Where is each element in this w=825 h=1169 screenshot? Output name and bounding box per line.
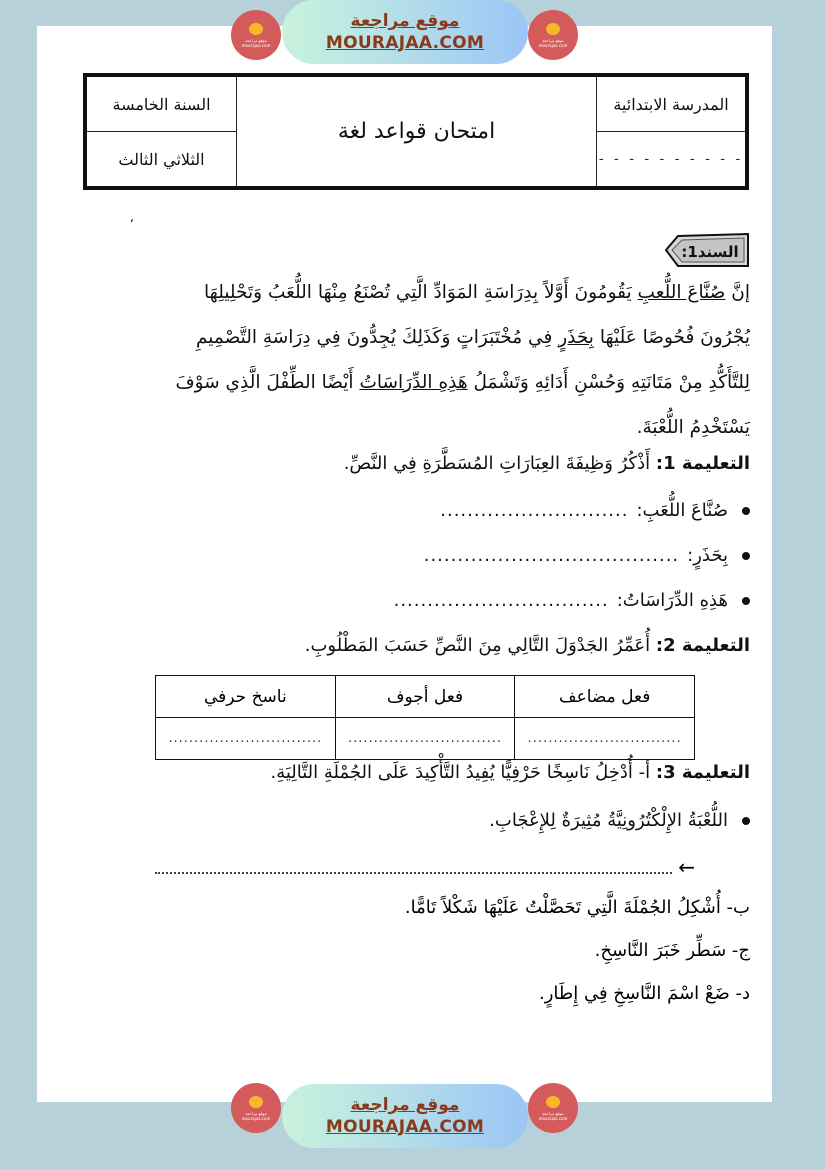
instruction-1-label: التعليمة 1: — [655, 453, 750, 474]
passage-line-4: يَسْتَخْدِمُ اللُّعْبَةَ. — [636, 417, 750, 438]
bullet-icon — [742, 817, 750, 825]
underlined-phrase-1: صُنَّاعَ اللُّعبِ — [637, 282, 726, 303]
seal-text: موقع مراجعة mourajaa.com — [241, 37, 271, 48]
instruction-3-part-c: ج- سَطِّر خَبَرَ النَّاسِخِ. — [594, 940, 750, 961]
passage-line-2: يُجْرُونَ فُحُوصًا عَلَيْهَا بِحَذَرٍ فِي مُخْتَبَرَاتٍ وَكَذَلِكَ يُجِدُّونَ فِي دِرَاسَةِ التَّصْمِيمِ — [195, 327, 750, 348]
bullet-icon — [742, 597, 750, 605]
table-header-cell: ناسخ حرفي — [156, 676, 336, 718]
bottom-banner — [0, 1080, 825, 1150]
site-seal-right — [528, 10, 578, 60]
instruction-1-item-1 — [440, 500, 750, 521]
exam-header — [83, 73, 749, 190]
passage-line-1: إنَّ صُنَّاعَ اللُّعبِ يَقُومُونَ أَوَّلاً بِدِرَاسَةِ المَوَادِّ الَّتِي تُصْنَعُ مِنْهَا اللُّعَبُ وَتَحْلِيلِهَا — [204, 282, 750, 303]
instruction-3-part-d: د- ضَعْ اسْمَ النَّاسِخِ فِي إِطَارٍ. — [539, 983, 750, 1004]
site-seal-left — [231, 1083, 281, 1133]
school-label: المدرسة الابتدائية — [597, 77, 745, 132]
site-name-english[interactable]: MOURAJAA.COM — [325, 1117, 485, 1137]
instruction-2 — [305, 635, 750, 656]
instruction-3-sentence — [489, 810, 750, 831]
header-title-column — [237, 77, 597, 186]
table-answer-cell[interactable]: .............................. — [156, 718, 336, 760]
passage-text — [130, 270, 750, 450]
table-row — [156, 718, 695, 760]
arrow-left-icon: ← — [678, 855, 695, 879]
seal-text: موقع مراجعة mourajaa.com — [538, 1110, 568, 1121]
table-answer-cell[interactable]: .............................. — [335, 718, 515, 760]
sentence-text: اللُّعْبَةُ الإِلْكْتُرُونِيَّةُ مُثِيرَةٌ لِلإِعْجَابِ. — [489, 810, 728, 831]
header-left-column — [87, 77, 237, 186]
seal-text: موقع مراجعة mourajaa.com — [241, 1110, 271, 1121]
site-link-pill[interactable] — [282, 0, 528, 64]
instruction-1-text: أَذْكُرُ وَظِيفَةَ العِبَارَاتِ المُسَطَّرَةِ فِي النَّصِّ. — [343, 453, 651, 474]
site-name-arabic[interactable]: موقع مراجعة — [350, 1095, 460, 1115]
site-name-arabic[interactable]: موقع مراجعة — [350, 11, 460, 31]
svg-text:السند1:: السند1: — [681, 243, 739, 261]
bullet-icon — [742, 507, 750, 515]
instruction-2-text: أُعَمِّرُ الجَدْوَلَ التَّالِي مِنَ النَّصِّ حَسَبَ المَطْلُوبِ. — [304, 635, 651, 656]
answer-line[interactable] — [155, 855, 695, 879]
verbs-table — [155, 675, 695, 760]
book-logo-icon — [249, 23, 263, 35]
book-logo-icon — [249, 1096, 263, 1108]
item-term: صُنَّاعَ اللُّعَبِ: — [636, 500, 728, 521]
instruction-1 — [344, 453, 750, 474]
table-answer-cell[interactable]: .............................. — [515, 718, 695, 760]
stray-mark: ʻ — [130, 217, 134, 231]
site-seal-right — [528, 1083, 578, 1133]
exam-title: امتحان قواعد لغة — [337, 119, 496, 144]
instruction-1-item-3 — [394, 590, 750, 611]
table-header-cell: فعل مضاعف — [515, 676, 695, 718]
table-header-row — [156, 676, 695, 718]
passage-line-3: لِلتَّأَكُّدِ مِنْ مَتَانَتِهِ وَحُسْنِ أَدَائِهِ وَتَشْمَلُ هَذِهِ الدِّرَاسَاتُ أَيْضًا الطِّفْلَ الَّذِي سَوْفَ — [175, 372, 750, 393]
dotted-answer-line[interactable] — [155, 860, 672, 874]
instruction-1-item-2 — [424, 545, 750, 566]
header-right-column — [597, 77, 745, 186]
table-header-cell: فعل أجوف — [335, 676, 515, 718]
answer-blank[interactable]: ................................ — [393, 590, 609, 611]
item-term: بِحَذَرٍ: — [687, 545, 728, 566]
answer-blank[interactable]: ............................ — [440, 500, 629, 521]
instruction-2-label: التعليمة 2: — [655, 635, 750, 656]
instruction-3-part-b: ب- أُشْكِلُ الجُمْلَةَ الَّتِي تَحَصَّلْتُ عَلَيْهَا شَكْلاً تَامًّا. — [404, 897, 750, 918]
underlined-phrase-3: هَذِهِ الدِّرَاسَاتُ — [359, 372, 468, 393]
bullet-icon — [742, 552, 750, 560]
instruction-3-label: التعليمة 3: — [655, 762, 750, 783]
term-label: الثلاثي الثالث — [118, 149, 205, 169]
top-banner — [0, 0, 825, 70]
item-term: هَذِهِ الدِّرَاسَاتُ: — [616, 590, 728, 611]
site-seal-left — [231, 10, 281, 60]
site-name-english[interactable]: MOURAJAA.COM — [325, 33, 485, 53]
seal-text: موقع مراجعة mourajaa.com — [538, 37, 568, 48]
book-logo-icon — [546, 1096, 560, 1108]
instruction-3-text: أ- أُدْخِلُ نَاسِخًا حَرْفِيًّا يُفِيدُ التَّأْكِيدَ عَلَى الجُمْلَةِ التَّالِيَةِ. — [270, 762, 651, 783]
site-link-pill[interactable] — [282, 1084, 528, 1148]
school-name-blank: - - - - - - - - - - — [598, 151, 744, 167]
answer-blank[interactable]: ...................................... — [423, 545, 680, 566]
book-logo-icon — [546, 23, 560, 35]
grade-label: السنة الخامسة — [87, 77, 236, 132]
instruction-3 — [270, 762, 750, 783]
passage-label-tag — [664, 232, 750, 268]
underlined-phrase-2: بِحَذَرٍ — [558, 327, 594, 348]
